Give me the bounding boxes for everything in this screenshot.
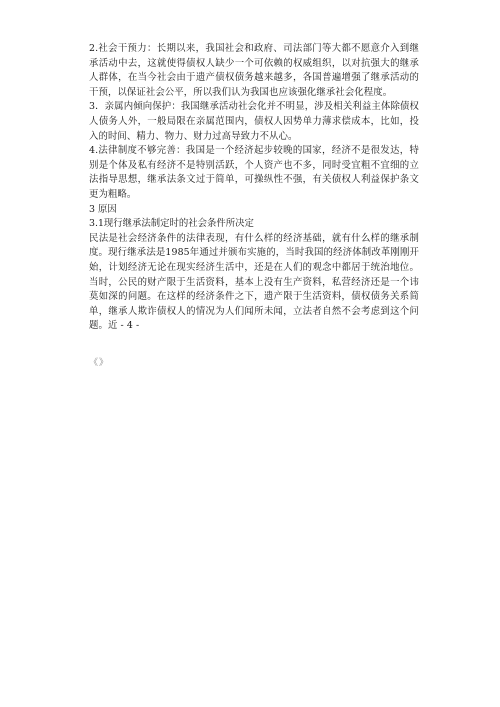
- paragraph-legal-system: 4.法律制度不够完善：我国是一个经济起步较晚的国家，经济不是很发达，特别是个体及私有经济不是特别活跃，个人资产也不多，同时受宜粗不宜细的立法指导思想，继承法条文过于简单，可操纵性不强，有关债权人利益保护条文更为粗略。: [89, 145, 419, 200]
- footer-mark: 《》: [89, 358, 110, 368]
- section-heading-causes: 3 原因: [89, 203, 117, 215]
- document-body: [89, 42, 419, 334]
- subsection-heading-social-conditions: 3.1现行继承法制定时的社会条件所决定: [89, 218, 254, 230]
- paragraph-civil-law: 民法是社会经济条件的法律表现，有什么样的经济基础，就有什么样的继承制度。现行继承法是1985年通过并颁布实施的，当时我国的经济体制改革刚刚开始，计划经济无论在现实经济生活中，还是在人们的观念中都居于统治地位。当时，公民的财产限于生活资料，基本上没有生产资料，私营经济还是一个讳莫如深的问题。在这样的经济条件之下，遗产限于生活资料，债权债务关系简单，继承人欺诈债权人的情况为人们闻所未闻，立法者自然不会考虑到这个问题。近 - 4 -: [89, 232, 419, 332]
- paragraph-kinship-protection: 3．亲属内倾向保护：我国继承活动社会化并不明显，涉及相关利益主体除债权人债务人外，一般局限在亲属范围内，债权人因势单力薄求偿成本，比如，投入的时间、精力、物力、财力过高导致力不从心。: [89, 101, 419, 142]
- paragraph-social-intervention: 2.社会干预力：长期以来，我国社会和政府、司法部门等大都不愿意介入到继承活动中去，这就使得债权人缺少一个可依赖的权威组织，以对抗强大的继承人群体，在当今社会由于遗产债权债务越来越多，各国普遍增强了继承活动的干预，以保证社会公平，所以我们认为我国也应该强化继承社会化程度。: [89, 43, 419, 98]
